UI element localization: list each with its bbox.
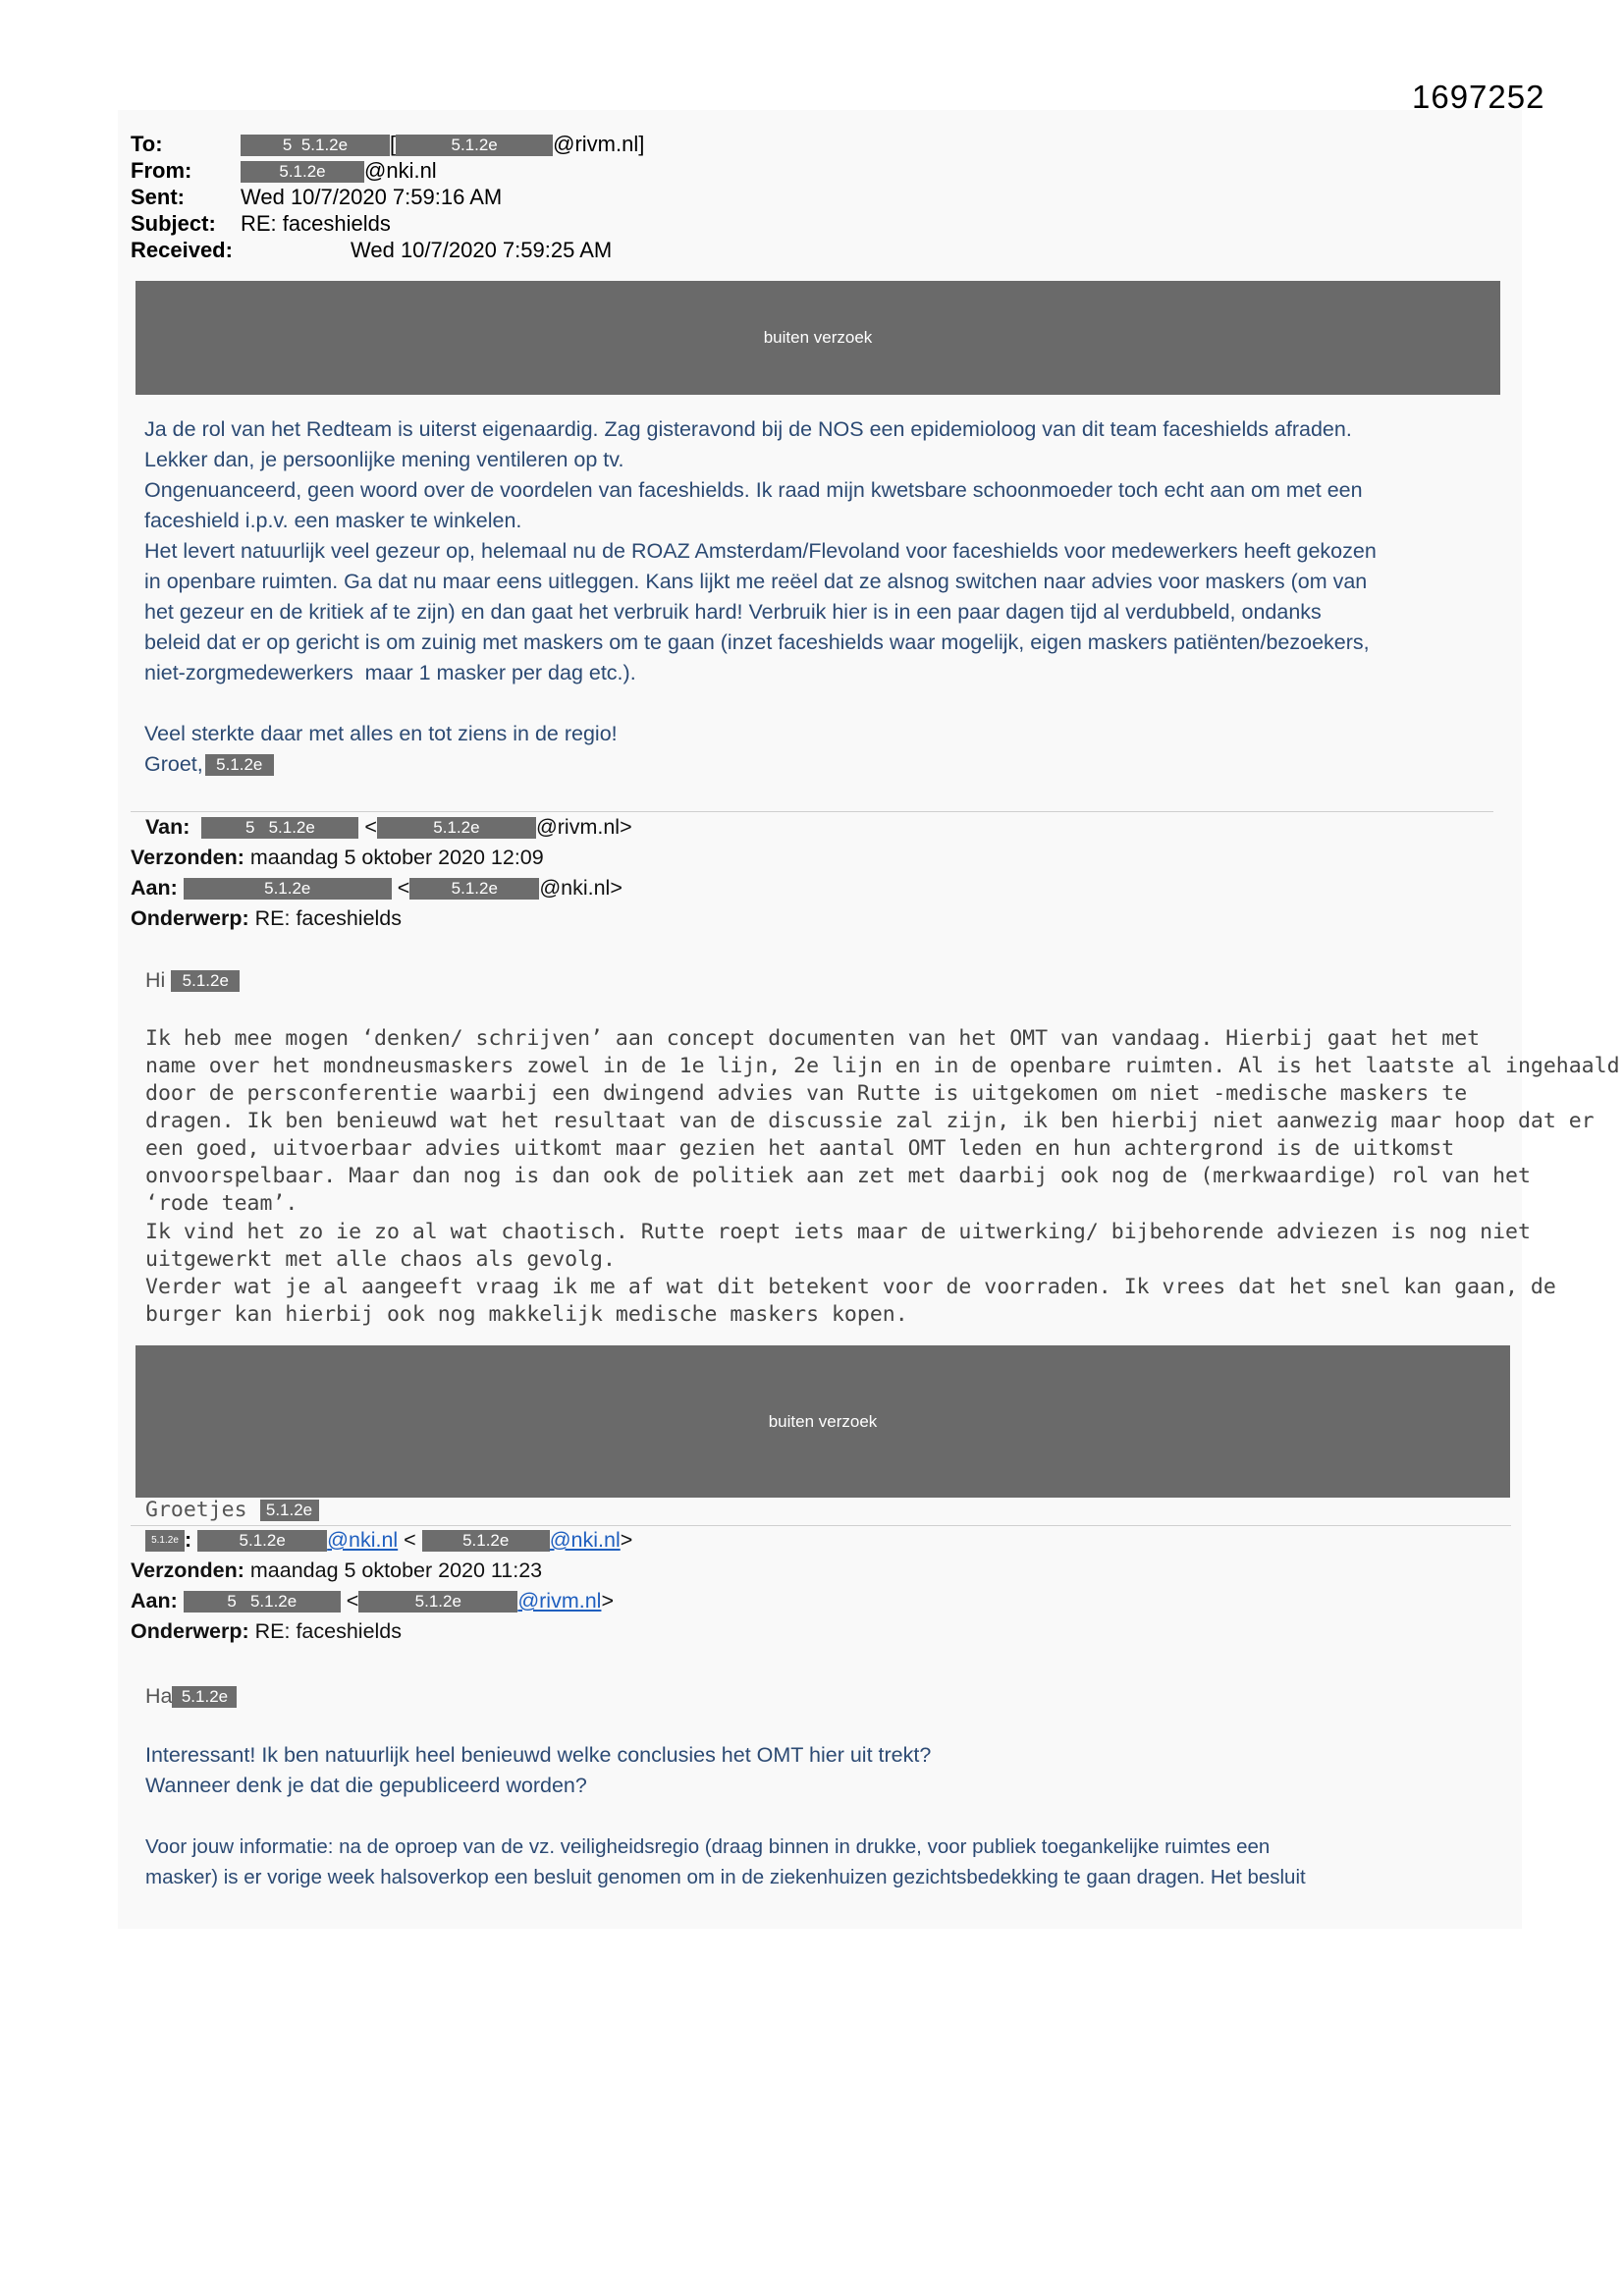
- redaction: 5 5.1.2e: [241, 135, 390, 156]
- redaction: 5 5.1.2e: [201, 817, 358, 839]
- received-label: Received:: [131, 238, 233, 262]
- msg2-hi: Hi 5.1.2e: [145, 965, 240, 996]
- msg3-line: Wanneer denk je dat die gepubliceerd worden?: [145, 1774, 587, 1797]
- msg2-line: onvoorspelbaar. Maar dan nog is dan ook de politiek aan zet met daarbij ook nog de (merkwaardige) rol van het: [145, 1164, 1531, 1188]
- msg3-line: masker) is er vorige week halsoverkop een besluit genomen om in de ziekenhuizen gezichtsbedekking te gaan dragen. Het besluit: [145, 1866, 1306, 1888]
- email-link[interactable]: @nki.nl: [327, 1528, 399, 1552]
- meta1-from: Van: 5 5.1.2e < 5.1.2e @rivm.nl>: [145, 815, 632, 839]
- email-link[interactable]: @rivm.nl: [517, 1589, 602, 1613]
- msg1-closing: Veel sterkte daar met alles en tot ziens in de regio!: [144, 722, 618, 745]
- redaction: 5.1.2e: [145, 1530, 185, 1552]
- redaction: 5.1.2e: [184, 878, 392, 900]
- redaction: 5 5.1.2e: [184, 1591, 341, 1613]
- redaction: 5.1.2e: [377, 817, 536, 839]
- meta1-sent: Verzonden: maandag 5 oktober 2020 12:09: [131, 846, 544, 869]
- meta1-subject: Onderwerp: RE: faceshields: [131, 906, 403, 930]
- meta2-to: Aan: 5 5.1.2e < 5.1.2e @rivm.nl>: [131, 1589, 615, 1613]
- to-bracket: [: [390, 132, 397, 156]
- msg2-line: dragen. Ik ben benieuwd wat het resultaat van de discussie zal zijn, ik ben hierbij niet aanwezig maar hoop dat er: [145, 1109, 1595, 1133]
- msg1-greeting: Groet, 5.1.2e: [144, 749, 274, 780]
- msg2-line: door de persconferentie waarbij een dwingend advies van Rutte is uitgekomen om niet -medische maskers te: [145, 1081, 1468, 1106]
- received-value: Wed 10/7/2020 7:59:25 AM: [351, 238, 613, 262]
- email-link[interactable]: @nki.nl: [549, 1528, 621, 1552]
- redaction: 5.1.2e: [171, 970, 240, 992]
- msg3-line: Interessant! Ik ben natuurlijk heel benieuwd welke conclusies het OMT hier uit trekt?: [145, 1743, 932, 1767]
- subject-value: RE: faceshields: [241, 211, 391, 236]
- redaction: 5.1.2e: [197, 1530, 327, 1552]
- msg2-line: name over het mondneusmaskers zowel in de 1e lijn, 2e lijn en in de openbare ruimten. Al is het laatste al ingehaald: [145, 1054, 1620, 1078]
- msg1-line: in openbare ruimten. Ga dat nu maar eens uitleggen. Kans lijkt me reëel dat ze alsnog switchen naar advies voor maskers (om van: [144, 570, 1368, 593]
- sent-value: Wed 10/7/2020 7:59:16 AM: [241, 185, 503, 209]
- msg2-line: Ik vind het zo ie zo al wat chaotisch. Rutte roept iets maar de uitwerking/ bijbehorende adviezen is nog niet: [145, 1220, 1531, 1244]
- msg2-line: een goed, uitvoerbaar advies uitkomt maar gezien het aantal OMT leden en hun achtergrond is de uitkomst: [145, 1136, 1455, 1161]
- msg1-line: Lekker dan, je persoonlijke mening ventileren op tv.: [144, 448, 624, 471]
- redaction: 5.1.2e: [241, 161, 364, 183]
- document-number: 1697252: [1412, 79, 1545, 115]
- msg2-line: Verder wat je al aangeeft vraag ik me af wat dit betekent voor de voorraden. Ik vrees dat het snel kan gaan, de: [145, 1275, 1556, 1299]
- to-label: To:: [131, 132, 163, 156]
- redacted-block: buiten verzoek: [135, 281, 1500, 395]
- msg3-hi: Ha 5.1.2e: [145, 1681, 237, 1712]
- msg1-line: Het levert natuurlijk veel gezeur op, helemaal nu de ROAZ Amsterdam/Flevoland voor faceshields voor medewerkers heeft gekozen: [144, 539, 1377, 563]
- from-domain: @nki.nl: [364, 158, 437, 183]
- msg2-line: ‘rode team’.: [145, 1191, 298, 1216]
- redacted-block: buiten verzoek: [135, 1345, 1510, 1498]
- msg2-greeting: Groetjes 5.1.2e: [145, 1495, 319, 1525]
- msg1-line: faceshield i.p.v. een masker te winkelen.: [144, 509, 522, 532]
- to-domain: @rivm.nl]: [553, 132, 645, 156]
- subject-label: Subject:: [131, 211, 216, 236]
- msg2-line: burger kan hierbij ook nog makkelijk medische maskers kopen.: [145, 1302, 908, 1327]
- msg3-line: Voor jouw informatie: na de oproep van de vz. veiligheidsregio (draag binnen in drukke, voor publiek toegankelijke ruimtes een: [145, 1835, 1271, 1858]
- redaction: 5.1.2e: [172, 1686, 237, 1708]
- msg1-line: Ongenuanceerd, geen woord over de voordelen van faceshields. Ik raad mijn kwetsbare schoonmoeder toch echt aan om met een: [144, 478, 1363, 502]
- msg1-line: het gezeur en de kritiek af te zijn) en dan gaat het verbruik hard! Verbruik hier is in een paar dagen tijd al verdubbeld, ondanks: [144, 600, 1322, 624]
- sent-label: Sent:: [131, 185, 185, 209]
- meta2-sent: Verzonden: maandag 5 oktober 2020 11:23: [131, 1558, 543, 1582]
- redaction: 5.1.2e: [260, 1500, 319, 1521]
- msg1-line: Ja de rol van het Redteam is uiterst eigenaardig. Zag gisteravond bij de NOS een epidemioloog van dit team faceshields afraden.: [144, 417, 1352, 441]
- meta1-to: Aan: 5.1.2e < 5.1.2e @nki.nl>: [131, 876, 623, 900]
- meta2-subject: Onderwerp: RE: faceshields: [131, 1619, 403, 1643]
- from-label: From:: [131, 158, 192, 183]
- msg2-line: uitgewerkt met alle chaos als gevolg.: [145, 1247, 616, 1272]
- msg2-line: Ik heb mee mogen ‘denken/ schrijven’ aan concept documenten van het OMT van vandaag. Hierbij gaat het met: [145, 1026, 1481, 1051]
- redaction: 5.1.2e: [358, 1591, 517, 1613]
- msg1-line: niet-zorgmedewerkers maar 1 masker per dag etc.).: [144, 661, 636, 684]
- redaction: 5.1.2e: [409, 878, 539, 900]
- redaction: 5.1.2e: [396, 135, 553, 156]
- redaction: 5.1.2e: [205, 754, 274, 776]
- msg1-line: beleid dat er op gericht is om zuinig met maskers om te gaan (inzet faceshields waar mogelijk, eigen maskers patiënten/bezoekers,: [144, 630, 1370, 654]
- redaction: 5.1.2e: [422, 1530, 550, 1552]
- meta2-from: 5.1.2e : 5.1.2e @nki.nl < 5.1.2e @nki.nl>: [145, 1525, 632, 1556]
